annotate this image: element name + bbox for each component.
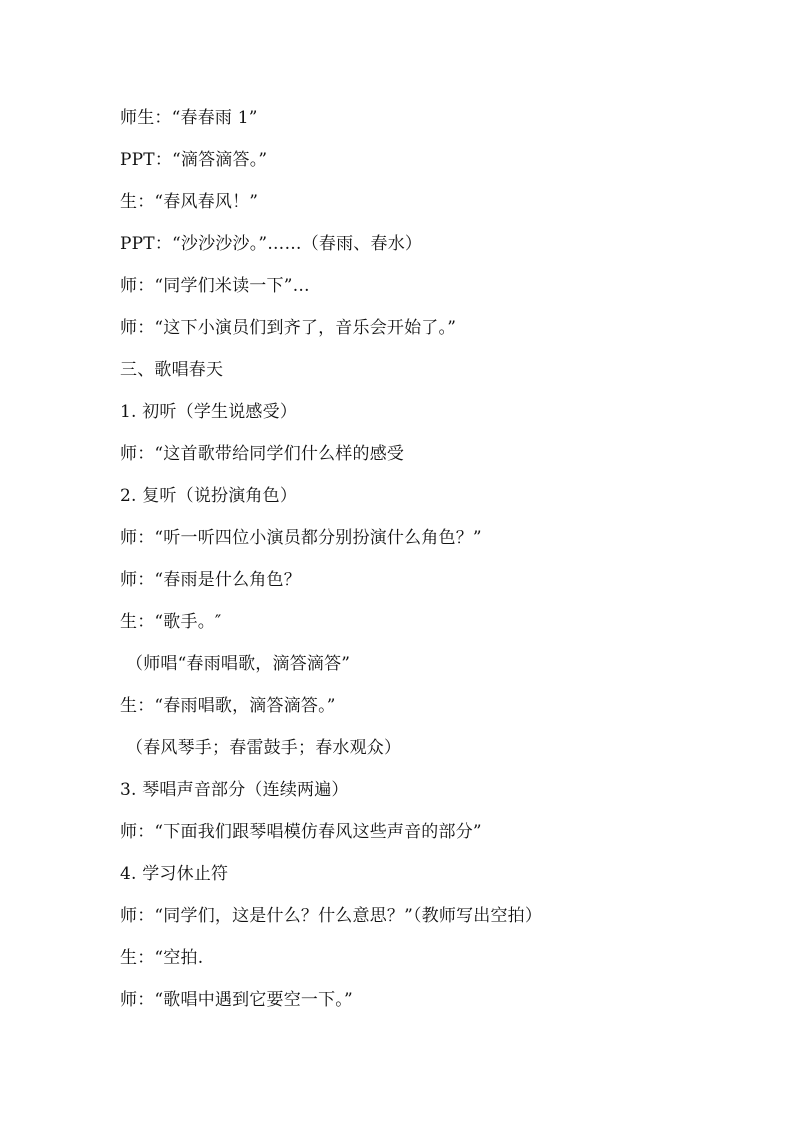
dialogue-line: 师：“这下小演员们到齐了，音乐会开始了。” [120,318,457,338]
dialogue-line: 师：“同学们米读一下”… [120,276,310,296]
dialogue-line: 师：“歌唱中遇到它要空一下。” [120,990,353,1010]
dialogue-line: 生：“春风春风！” [120,192,259,212]
dialogue-line: 生：“歌手。″ [120,612,222,632]
dialogue-line: 生：“春雨唱歌，滴答滴答。” [120,696,336,716]
step-heading: 3. 琴唱声音部分（连续两遍） [120,780,349,800]
step-heading: 4. 学习休止符 [120,864,229,884]
dialogue-line: 师：“春雨是什么角色？ [120,570,301,590]
dialogue-line: PPT：“沙沙沙沙。”……（春雨、春水） [120,234,423,254]
dialogue-line: 师生：“春春雨 1” [120,108,258,128]
lesson-transcript [120,102,740,1026]
section-heading: 三、歌唱春天 [120,360,224,380]
stage-note: （师唱“春雨唱歌，滴答滴答” [126,654,351,674]
dialogue-line: PPT：“滴答滴答。” [120,150,268,170]
dialogue-line: 师：“下面我们跟琴唱模仿春风这些声音的部分” [120,822,482,842]
step-heading: 1. 初听（学生说感受） [120,402,298,422]
stage-note: （春风琴手；春雷鼓手；春水观众） [126,738,402,758]
dialogue-line: 师：“同学们，这是什么？什么意思？”（教师写出空拍） [120,906,543,926]
dialogue-line: 师：“这首歌带给同学们什么样的感受 [120,444,405,464]
dialogue-line: 师：“听一听四位小演员都分别扮演什么角色？” [120,528,482,548]
dialogue-line: 生：“空拍. [120,948,204,968]
step-heading: 2. 复听（说扮演角色） [120,486,298,506]
